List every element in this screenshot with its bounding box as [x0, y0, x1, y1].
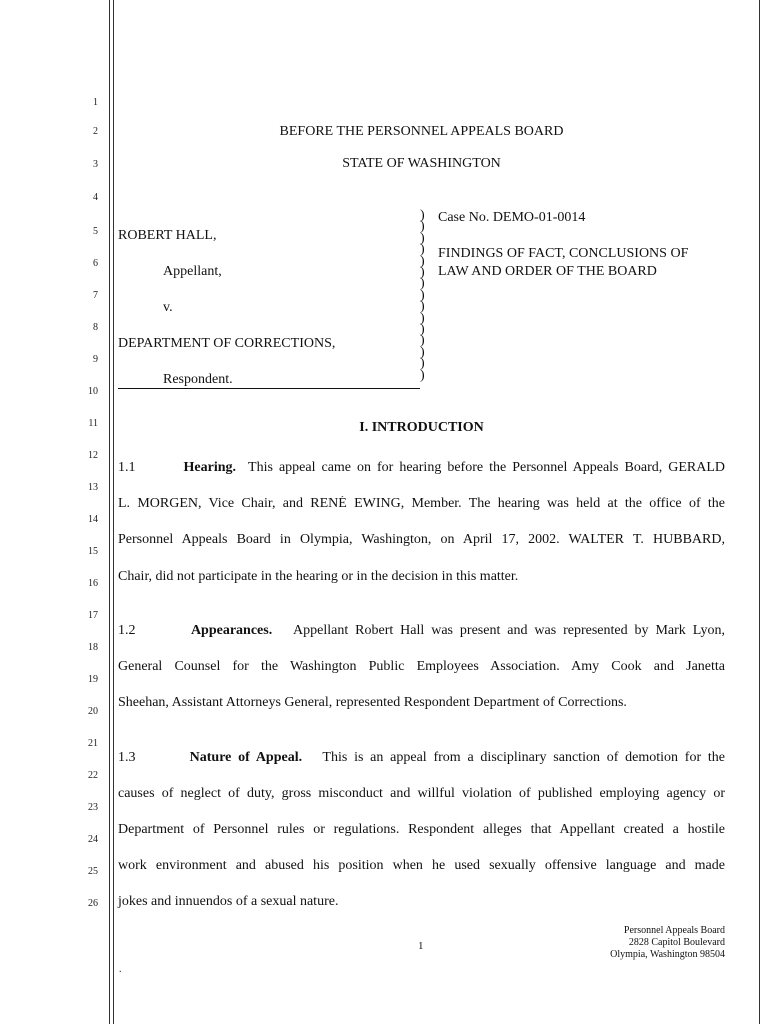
caption-paren: ): [420, 333, 425, 349]
paragraph-text: Appellant Robert Hall was present and was represented by Mark Lyon,: [293, 623, 725, 638]
line-number: 23: [88, 802, 98, 813]
line-number: 16: [88, 578, 98, 589]
footer-address-line3: Olympia, Washington 98504: [610, 949, 725, 960]
caption-paren: ): [420, 208, 425, 223]
caption-paren: ): [420, 287, 425, 303]
line-number: 2: [93, 126, 98, 137]
caption-paren: ): [420, 299, 425, 315]
line-number: 3: [93, 159, 98, 170]
left-margin-line-inner: [113, 0, 114, 1024]
document-title-line1: FINDINGS OF FACT, CONCLUSIONS OF: [438, 246, 689, 261]
footer-address-line1: Personnel Appeals Board: [623, 925, 725, 936]
line-number: 15: [88, 546, 98, 557]
line-number: 17: [88, 610, 98, 621]
paragraph-1-2-line3: Sheehan, Assistant Attorneys General, represented Respondent Department of Corrections.: [118, 695, 627, 710]
caption-paren: ): [420, 310, 425, 326]
appellant-name: ROBERT HALL,: [118, 228, 217, 243]
paragraph-heading: Hearing.: [183, 460, 237, 475]
paragraph-1-1-line2: L. MORGEN, Vice Chair, and RENÉ EWING, Member. The hearing was held at the office of the: [118, 496, 725, 511]
line-number: 5: [93, 226, 98, 237]
paragraph-heading: Nature of Appeal.: [189, 750, 303, 765]
caption-paren: ): [420, 276, 425, 292]
respondent-name: DEPARTMENT OF CORRECTIONS,: [118, 336, 336, 351]
line-number: 21: [88, 738, 98, 749]
paragraph-1-2-line1: [118, 623, 725, 639]
caption-paren: ): [420, 253, 425, 269]
page-number: 1: [418, 940, 424, 952]
appellant-role: Appellant,: [163, 264, 222, 279]
caption-paren: ): [420, 344, 425, 360]
caption-paren: ): [420, 322, 425, 337]
respondent-role: Respondent.: [163, 372, 233, 387]
caption-paren: ): [420, 230, 425, 246]
line-number: 4: [93, 192, 98, 203]
line-number: 22: [88, 770, 98, 781]
section-heading: I. INTRODUCTION: [359, 420, 484, 435]
paragraph-1-3-line1: [118, 750, 725, 766]
paragraph-1-2-line2: General Counsel for the Washington Public Employees Association. Amy Cook and Janetta: [118, 659, 725, 674]
left-margin-line-outer: [109, 0, 110, 1024]
paragraph-1-3-line2: causes of neglect of duty, gross misconduct and willful violation of published employing agency or: [118, 786, 725, 801]
line-number: 6: [93, 258, 98, 269]
court-header-line2: STATE OF WASHINGTON: [342, 156, 501, 171]
footer-address: [610, 925, 725, 961]
footer-address-line2: 2828 Capitol Boulevard: [628, 937, 725, 948]
document-title-line2: LAW AND ORDER OF THE BOARD: [438, 264, 657, 279]
line-number: 13: [88, 482, 98, 493]
caption-paren: ): [420, 265, 425, 280]
paragraph-number: 1.1: [118, 460, 136, 475]
paragraph-1-1-line3: Personnel Appeals Board in Olympia, Washington, on April 17, 2002. WALTER T. HUBBARD,: [118, 532, 725, 547]
line-number: 25: [88, 866, 98, 877]
line-number: 19: [88, 674, 98, 685]
footer-mark: .: [119, 964, 122, 975]
paragraph-1-3-line3: Department of Personnel rules or regulations. Respondent alleges that Appellant created a hostile: [118, 822, 725, 837]
paragraph-number: 1.2: [118, 623, 136, 638]
paragraph-1-3-line5: jokes and innuendos of a sexual nature.: [118, 894, 339, 909]
paragraph-text: This appeal came on for hearing before the Personnel Appeals Board, GERALD: [248, 460, 725, 475]
court-header-line1: BEFORE THE PERSONNEL APPEALS BOARD: [279, 124, 564, 139]
line-number: 10: [88, 386, 98, 397]
versus: v.: [163, 300, 173, 315]
caption-underline: [118, 388, 420, 389]
line-number: 9: [93, 354, 98, 365]
caption-paren: ): [420, 219, 425, 235]
line-number: 11: [88, 418, 98, 429]
case-number: Case No. DEMO-01-0014: [438, 210, 586, 225]
line-number: 24: [88, 834, 98, 845]
line-number: 14: [88, 514, 98, 525]
line-number: 20: [88, 706, 98, 717]
line-number: 7: [93, 290, 98, 301]
paragraph-1-1-line1: [118, 460, 725, 476]
paragraph-text: This is an appeal from a disciplinary sanction of demotion for the: [322, 750, 725, 765]
line-number: 8: [93, 322, 98, 333]
caption-paren: ): [420, 356, 425, 372]
right-margin-line: [759, 0, 760, 1024]
caption-paren: ): [420, 242, 425, 258]
line-number: 12: [88, 450, 98, 461]
line-number: 26: [88, 898, 98, 909]
paragraph-1-1-line4: Chair, did not participate in the hearing or in the decision in this matter.: [118, 569, 519, 584]
paragraph-1-3-line4: work environment and abused his position when he used sexually offensive language and made: [118, 858, 725, 873]
caption-paren: ): [420, 367, 425, 383]
line-number: 1: [93, 97, 98, 108]
paragraph-heading: Appearances.: [190, 623, 273, 638]
paragraph-number: 1.3: [118, 750, 136, 765]
line-number: 18: [88, 642, 98, 653]
